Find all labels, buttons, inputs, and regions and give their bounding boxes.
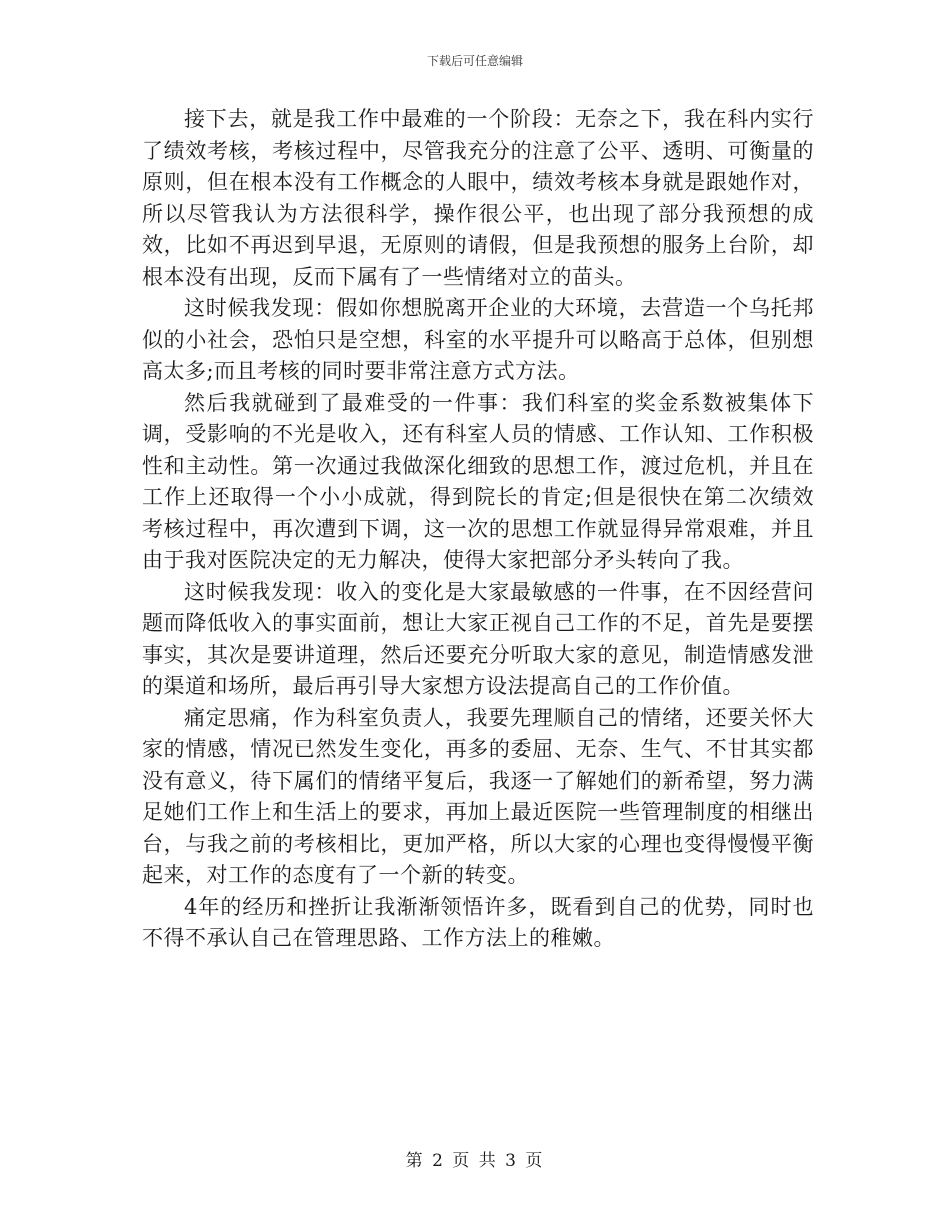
paragraph-6: 4年的经历和挫折让我渐渐领悟许多，既看到自己的优势，同时也不得不承认自己在管理思路、工作方法上的稚嫩。	[142, 894, 814, 950]
paragraph-4: 这时候我发现：收入的变化是大家最敏感的一件事，在不因经营问题而降低收入的事实面前，想让大家正视自己工作的不足，首先是要摆事实，其次是要讲道理，然后还要充分听取大家的意见，制造情感发泄的渠道和场所，最后再引导大家想方设法提高自己的工作价值。	[142, 579, 814, 698]
paragraph-2: 这时候我发现：假如你想脱离开企业的大环境，去营造一个乌托邦似的小社会，恐怕只是空想，科室的水平提升可以略高于总体，但别想高太多;而且考核的同时要非常注意方式方法。	[142, 296, 814, 383]
page-header-note: 下载后可任意编辑	[426, 54, 523, 68]
paragraph-3: 然后我就碰到了最难受的一件事：我们科室的奖金系数被集体下调，受影响的不光是收入，还有科室人员的情感、工作认知、工作积极性和主动性。第一次通过我做深化细致的思想工作，渡过危机，并且在工作上还取得一个小小成就，得到院长的肯定;但是很快在第二次绩效考核过程中，再次遭到下调，这一次的思想工作就显得异常艰难，并且由于我对医院决定的无力解决，使得大家把部分矛头转向了我。	[142, 390, 814, 572]
paragraph-1: 接下去，就是我工作中最难的一个阶段：无奈之下，我在科内实行了绩效考核，考核过程中，尽管我充分的注意了公平、透明、可衡量的原则，但在根本没有工作概念的人眼中，绩效考核本身就是跟她作对，所以尽管我认为方法很科学，操作很公平，也出现了部分我预想的成效，比如不再迟到早退，无原则的请假，但是我预想的服务上台阶，却根本没有出现，反而下属有了一些情绪对立的苗头。	[142, 107, 814, 289]
document-body	[142, 104, 814, 955]
paragraph-5: 痛定思痛，作为科室负责人，我要先理顺自己的情绪，还要关怀大家的情感，情况已然发生变化，再多的委屈、无奈、生气、不甘其实都没有意义，待下属们的情绪平复后，我逐一了解她们的新希望，努力满足她们工作上和生活上的要求，再加上最近医院一些管理制度的相继出台，与我之前的考核相比，更加严格，所以大家的心理也变得慢慢平衡起来，对工作的态度有了一个新的转变。	[142, 705, 814, 887]
page-number-footer: 第 2 页 共 3 页	[405, 1151, 545, 1171]
